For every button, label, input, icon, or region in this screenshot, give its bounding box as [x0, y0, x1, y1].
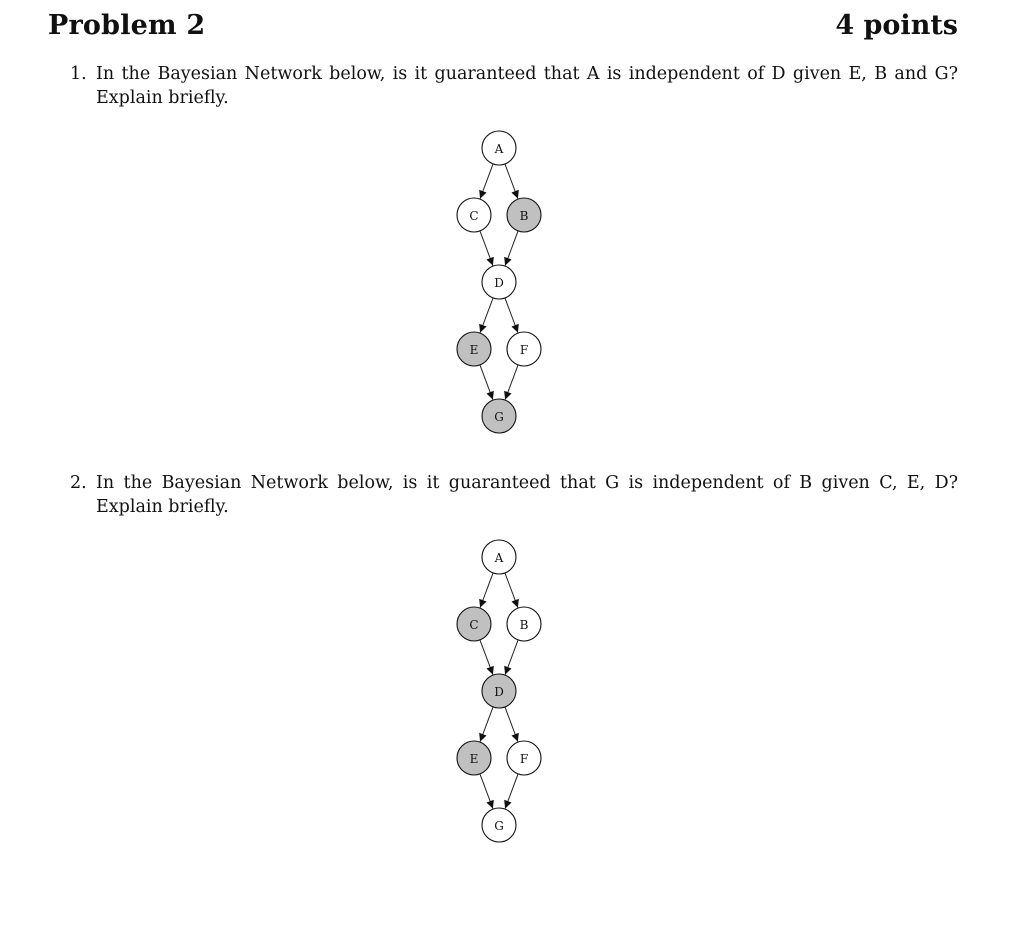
bayesian-network-graph-2: [440, 537, 560, 847]
node-label: D: [494, 276, 504, 290]
edge-e-to-g: [480, 774, 493, 809]
edge-e-to-g: [480, 365, 493, 400]
node-label: F: [519, 343, 529, 357]
points-label: 4 points: [835, 10, 958, 41]
node-a: [482, 540, 516, 574]
question-number: 1.: [70, 64, 87, 84]
edge-a-to-b: [505, 573, 518, 608]
node-label: D: [494, 685, 504, 699]
node-b: [507, 607, 541, 641]
edge-a-to-c: [480, 573, 493, 608]
node-label: G: [494, 410, 504, 424]
bayesian-network-graph-1: [440, 128, 560, 438]
node-label: E: [469, 343, 479, 357]
node-label: G: [494, 819, 504, 833]
node-e: [457, 741, 491, 775]
node-b: [507, 198, 541, 232]
node-f: [507, 332, 541, 366]
problem-header: [48, 10, 958, 46]
node-c: [457, 607, 491, 641]
node-label: A: [494, 142, 504, 156]
node-d: [482, 265, 516, 299]
node-label: B: [519, 618, 529, 632]
node-label: C: [469, 209, 479, 223]
edge-d-to-e: [480, 298, 493, 333]
edge-b-to-d: [505, 640, 518, 675]
node-e: [457, 332, 491, 366]
node-label: C: [469, 618, 479, 632]
node-g: [482, 399, 516, 433]
edge-a-to-c: [480, 164, 493, 199]
edge-d-to-f: [505, 298, 518, 333]
node-f: [507, 741, 541, 775]
question-1: [70, 62, 958, 110]
node-g: [482, 808, 516, 842]
node-label: B: [519, 209, 529, 223]
edge-d-to-f: [505, 707, 518, 742]
question-text: In the Bayesian Network below, is it guaranteed that G is independent of B given C, E, D? Explain briefly.: [96, 473, 958, 517]
edge-d-to-e: [480, 707, 493, 742]
edge-f-to-g: [505, 365, 518, 400]
question-text: In the Bayesian Network below, is it guaranteed that A is independent of D given E, B and G? Explain briefly.: [96, 64, 958, 108]
edge-b-to-d: [505, 231, 518, 266]
node-a: [482, 131, 516, 165]
node-d: [482, 674, 516, 708]
question-number: 2.: [70, 473, 87, 493]
edge-f-to-g: [505, 774, 518, 809]
question-2: [70, 471, 958, 519]
edge-a-to-b: [505, 164, 518, 199]
edge-c-to-d: [480, 640, 493, 675]
node-label: A: [494, 551, 504, 565]
node-label: F: [519, 752, 529, 766]
node-c: [457, 198, 491, 232]
edge-c-to-d: [480, 231, 493, 266]
problem-title: Problem 2: [48, 10, 206, 41]
node-label: E: [469, 752, 479, 766]
